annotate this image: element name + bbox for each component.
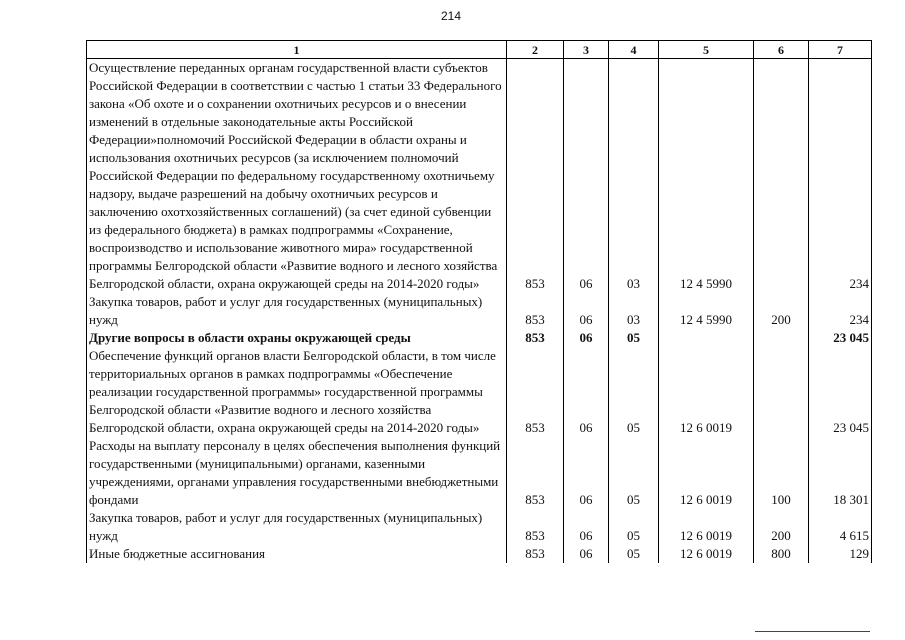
row-section: 06 xyxy=(564,545,609,563)
header-col-6: 6 xyxy=(754,41,809,59)
header-col-3: 3 xyxy=(564,41,609,59)
table-row xyxy=(87,59,872,294)
row-section: 06 xyxy=(564,59,609,294)
row-admin-code: 853 xyxy=(507,293,564,329)
row-amount: 234 xyxy=(809,59,872,294)
header-col-5: 5 xyxy=(659,41,754,59)
row-description: Закупка товаров, работ и услуг для государственных (муниципальных) нужд xyxy=(87,509,507,545)
row-expense-type: 200 xyxy=(754,293,809,329)
budget-table xyxy=(86,40,872,563)
table-body xyxy=(87,59,872,564)
row-amount: 23 045 xyxy=(809,329,872,347)
row-description: Обеспечение функций органов власти Белгородской области, в том числе территориальных органов в рамках подпрограммы «Обеспечение реализации государственной программы» государственной программы Белгородской области «Развитие водного и лесного хозяйства Белгородской области, охрана окружающей среды на 2014-2020 годы» xyxy=(87,347,507,437)
row-subsection: 05 xyxy=(609,545,659,563)
row-amount: 4 615 xyxy=(809,509,872,545)
row-subsection: 03 xyxy=(609,59,659,294)
table-row xyxy=(87,347,872,437)
row-admin-code: 853 xyxy=(507,545,564,563)
table-row xyxy=(87,545,872,563)
row-target-article: 12 6 0019 xyxy=(659,347,754,437)
header-col-1: 1 xyxy=(87,41,507,59)
row-section: 06 xyxy=(564,293,609,329)
row-expense-type: 100 xyxy=(754,437,809,509)
row-expense-type: 200 xyxy=(754,509,809,545)
row-amount: 234 xyxy=(809,293,872,329)
row-target-article: 12 6 0019 xyxy=(659,437,754,509)
row-target-article xyxy=(659,329,754,347)
row-expense-type: 800 xyxy=(754,545,809,563)
row-amount: 18 301 xyxy=(809,437,872,509)
row-description: Осуществление переданных органам государственной власти субъектов Российской Федерации в соответствии с частью 1 статьи 33 Федерального закона «Об охоте и о сохранении охотничьих ресурсов и о внесении изменений в отдельные законодательные акты Российской Федерации»полномочий Российской Федерации в области охраны и использования охотничьих ресурсов (за исключением полномочий Российской Федерации по федеральному государственному охотничьему надзору, выдаче разрешений на добычу охотничьих ресурсов и заключению охотхозяйственных соглашений) (за счет единой субвенции из федерального бюджета) в рамках подпрограммы «Сохранение, воспроизводство и использование животного мира» государственной программы Белгородской области «Развитие водного и лесного хозяйства Белгородской области, охрана окружающей среды на 2014-2020 годы» xyxy=(87,59,507,294)
row-section: 06 xyxy=(564,347,609,437)
row-target-article: 12 6 0019 xyxy=(659,545,754,563)
row-description: Расходы на выплату персоналу в целях обеспечения выполнения функций государственными (муниципальными) органами, казенными учреждениями, органами управления государственными внебюджетными фондами xyxy=(87,437,507,509)
row-admin-code: 853 xyxy=(507,329,564,347)
row-admin-code: 853 xyxy=(507,509,564,545)
header-row xyxy=(87,41,872,59)
row-subsection: 05 xyxy=(609,509,659,545)
row-admin-code: 853 xyxy=(507,59,564,294)
table-row xyxy=(87,509,872,545)
row-section: 06 xyxy=(564,329,609,347)
table-row xyxy=(87,293,872,329)
table-row xyxy=(87,437,872,509)
row-description: Иные бюджетные ассигнования xyxy=(87,545,507,563)
page-corner-line xyxy=(755,631,870,632)
row-admin-code: 853 xyxy=(507,347,564,437)
row-target-article: 12 4 5990 xyxy=(659,293,754,329)
row-target-article: 12 4 5990 xyxy=(659,59,754,294)
row-description: Закупка товаров, работ и услуг для государственных (муниципальных) нужд xyxy=(87,293,507,329)
row-subsection: 05 xyxy=(609,347,659,437)
table-row xyxy=(87,329,872,347)
header-col-4: 4 xyxy=(609,41,659,59)
row-admin-code: 853 xyxy=(507,437,564,509)
row-expense-type xyxy=(754,329,809,347)
row-subsection: 05 xyxy=(609,437,659,509)
row-amount: 23 045 xyxy=(809,347,872,437)
page-number: 214 xyxy=(441,9,462,23)
row-subsection: 03 xyxy=(609,293,659,329)
row-subsection: 05 xyxy=(609,329,659,347)
row-expense-type xyxy=(754,59,809,294)
header-col-2: 2 xyxy=(507,41,564,59)
row-section: 06 xyxy=(564,437,609,509)
row-target-article: 12 6 0019 xyxy=(659,509,754,545)
row-description: Другие вопросы в области охраны окружающей среды xyxy=(87,329,507,347)
header-col-7: 7 xyxy=(809,41,872,59)
row-amount: 129 xyxy=(809,545,872,563)
row-expense-type xyxy=(754,347,809,437)
row-section: 06 xyxy=(564,509,609,545)
